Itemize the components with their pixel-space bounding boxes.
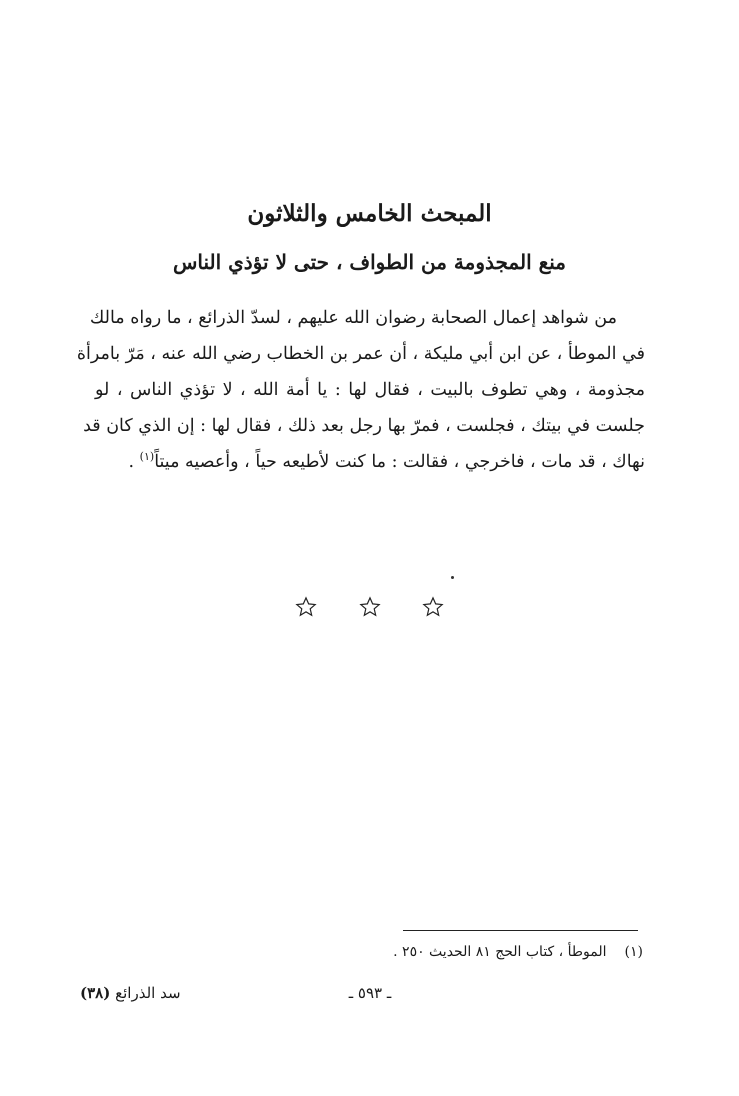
body-line: مجذومة ، وهي تطوف بالبيت ، فقال لها : يا أمة الله ، لا تؤذي الناس ، لو [95, 380, 645, 400]
footnote-divider [403, 930, 638, 931]
chapter-subtitle: منع المجذومة من الطواف ، حتى لا تؤذي الناس [172, 250, 566, 274]
book-title: سد الذرائع [115, 984, 181, 1002]
body-line-last [95, 444, 645, 480]
body-line: جلست في بيتك ، فجلست ، فمرّ بها رجل بعد ذلك ، فقال لها : إن الذي كان قد [83, 416, 645, 436]
page-number: ـ ٥٩٣ ـ [348, 984, 392, 1002]
body-line: في الموطأ ، عن ابن أبي مليكة ، أن عمر بن الخطاب رضي الله عنه ، مَرّ بامرأة [76, 344, 645, 364]
footnote-text: الموطأ ، كتاب الحج ٨١ الحديث ٢٥٠ . [393, 944, 607, 960]
body-line-text: نهاك ، قد مات ، فاخرجي ، فقالت : ما كنت لأطيعه حياً ، وأعصيه ميتاً [154, 452, 645, 472]
part-number: (٣٨) [80, 984, 111, 1002]
footnote [393, 944, 643, 960]
star-outline-icon [422, 596, 444, 618]
star-outline-icon [359, 596, 381, 618]
running-title [80, 984, 181, 1002]
section-separator [0, 596, 739, 622]
stray-dot [451, 576, 454, 579]
footnote-number: (١) [624, 944, 643, 960]
body-line: من شواهد إعمال الصحابة رضوان الله عليهم ، لسدّ الذرائع ، ما رواه مالك [89, 308, 617, 328]
star-outline-icon [295, 596, 317, 618]
body-paragraph [76, 300, 645, 480]
sentence-end: . [128, 452, 140, 472]
chapter-title: المبحث الخامس والثلاثون [247, 200, 492, 227]
footnote-reference: (١) [139, 450, 155, 464]
